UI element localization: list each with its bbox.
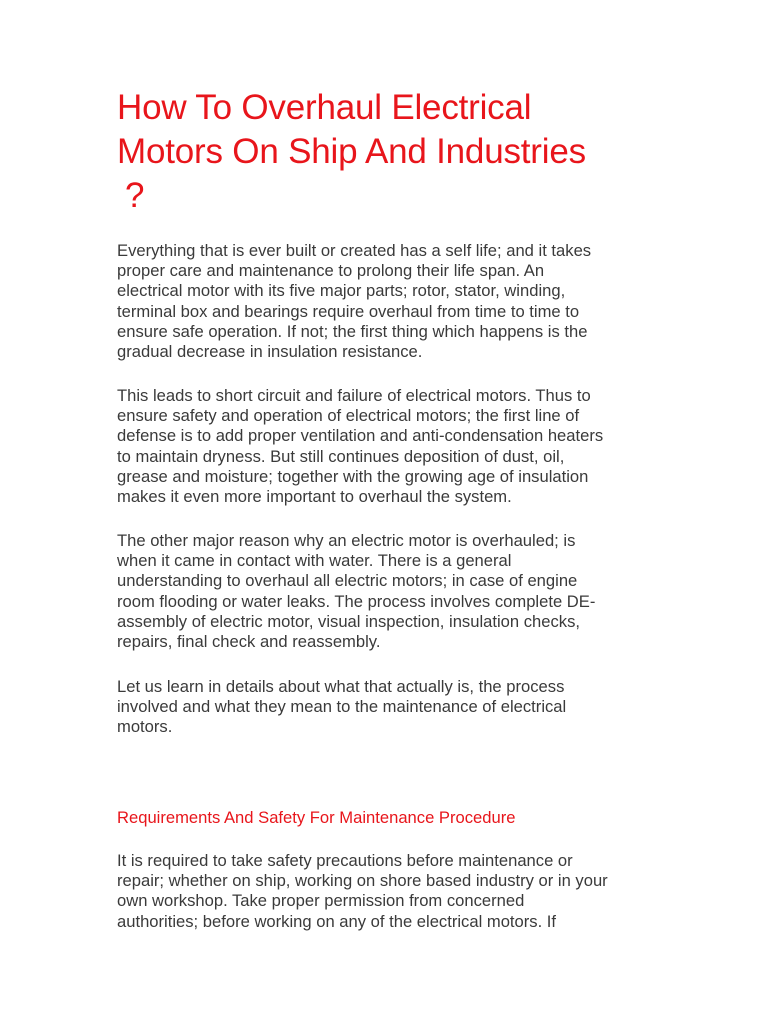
paragraph-line: own workshop. Take proper permission from concerned (117, 891, 525, 911)
paragraph-line: involved and what they mean to the maintenance of electrical (117, 697, 567, 717)
paragraph-line: electrical motor with its five major parts; rotor, stator, winding, (117, 281, 566, 301)
paragraph-line: The other major reason why an electric motor is overhauled; is (117, 531, 576, 550)
paragraph-line: gradual decrease in insulation resistance. (117, 342, 423, 362)
paragraph-line: Let us learn in details about what that actually is, the process (117, 677, 565, 696)
paragraph-line: ensure safe operation. If not; the first thing which happens is the (117, 321, 588, 341)
paragraph-line: terminal box and bearings require overhaul from time to time to (117, 301, 580, 321)
paragraph-water-contact (117, 531, 595, 652)
paragraph-line: to maintain dryness. But still continues deposition of dust, oil, (117, 446, 565, 466)
paragraph-line: authorities; before working on any of the electrical motors. If (117, 911, 557, 931)
paragraph-line: makes it even more important to overhaul the system. (117, 487, 512, 507)
paragraph-short-circuit (117, 386, 603, 507)
paragraph-line: This leads to short circuit and failure of electrical motors. Thus to (117, 386, 591, 405)
paragraph-line: assembly of electric motor, visual inspection, insulation checks, (117, 611, 580, 631)
paragraph-line: understanding to overhaul all electric motors; in case of engine (117, 571, 578, 591)
paragraph-learn (117, 677, 566, 738)
article-title (117, 86, 677, 218)
paragraph-line: It is required to take safety precautions before maintenance or (117, 851, 573, 870)
paragraph-safety (117, 851, 608, 932)
paragraph-line: room flooding or water leaks. The process involves complete DE- (117, 591, 596, 611)
paragraph-intro (117, 241, 591, 362)
section-heading: Requirements And Safety For Maintenance Procedure (117, 808, 516, 827)
paragraph-line: repair; whether on ship, working on shore based industry or in your (117, 871, 608, 891)
paragraph-line: repairs, final check and reassembly. (117, 632, 381, 652)
paragraph-line: when it came in contact with water. There is a general (117, 551, 512, 571)
paragraph-line: motors. (117, 717, 173, 737)
title-line: Motors On Ship And Industries (117, 132, 586, 171)
paragraph-line: grease and moisture; together with the growing age of insulation (117, 466, 589, 486)
paragraph-line: proper care and maintenance to prolong their life span. An (117, 261, 545, 281)
title-line: How To Overhaul Electrical (117, 88, 532, 127)
paragraph-line: Everything that is ever built or created has a self life; and it takes (117, 241, 592, 260)
paragraph-line: ensure safety and operation of electrical motors; the first line of (117, 406, 580, 426)
title-line: ? (125, 176, 145, 215)
paragraph-line: defense is to add proper ventilation and anti-condensation heaters (117, 426, 604, 446)
